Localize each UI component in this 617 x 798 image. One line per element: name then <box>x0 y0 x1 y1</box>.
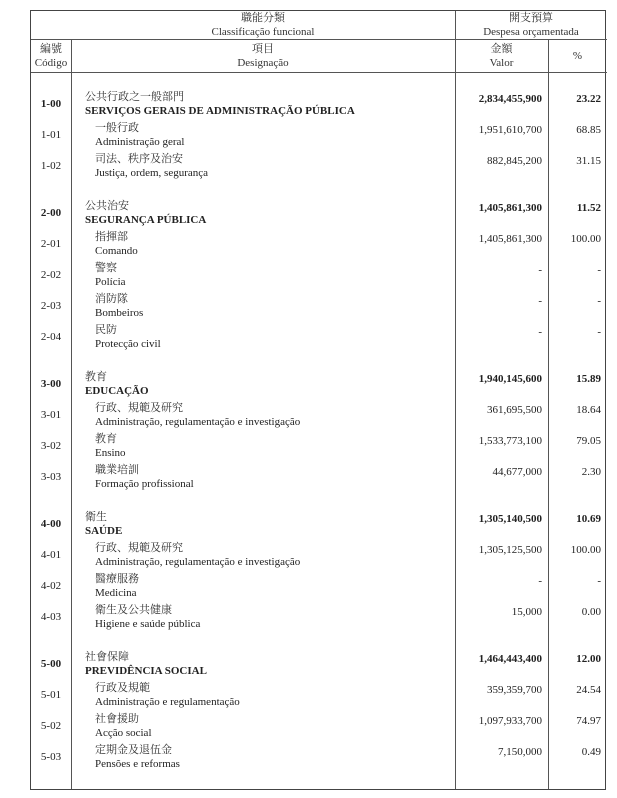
row-value: 44,677,000 <box>492 466 542 478</box>
designation-zh: 社會援助 <box>95 713 139 725</box>
row-code: 4-00 <box>40 518 62 530</box>
budget-header <box>455 11 607 39</box>
row-designation <box>85 370 149 398</box>
row-percent: 12.00 <box>576 653 601 665</box>
spacer <box>31 73 607 89</box>
row-value: 7,150,000 <box>498 746 542 758</box>
designation-zh: 公共治安 <box>85 200 129 212</box>
table-row <box>31 571 607 602</box>
row-designation <box>95 743 180 771</box>
row-designation <box>95 712 152 740</box>
row-designation <box>95 230 138 258</box>
row-designation <box>95 121 185 149</box>
designation-zh: 指揮部 <box>95 231 128 243</box>
row-value: 1,464,443,400 <box>478 653 542 665</box>
row-percent: 74.97 <box>576 715 601 727</box>
designation-pt: Comando <box>95 245 138 257</box>
row-value: 1,305,125,500 <box>478 544 542 556</box>
designation-pt: Administração, regulamentação e investigação <box>95 416 301 428</box>
header-zh: 編號 <box>40 43 62 55</box>
designation-zh: 行政、規範及研究 <box>95 542 183 554</box>
row-designation <box>95 292 143 320</box>
row-code: 1-02 <box>40 160 62 172</box>
designation-pt: SERVIÇOS GERAIS DE ADMINISTRAÇÃO PÚBLICA <box>85 105 355 117</box>
row-percent: 100.00 <box>570 233 601 245</box>
table-row <box>31 198 607 229</box>
header-pt: Designação <box>237 57 289 69</box>
designation-zh: 社會保障 <box>85 651 129 663</box>
spacer <box>31 353 607 369</box>
designation-pt: Administração geral <box>95 136 185 148</box>
table-row <box>31 602 607 633</box>
designation-pt: Bombeiros <box>95 307 144 319</box>
header-pt: Despesa orçamentada <box>483 26 579 38</box>
designation-pt: Medicina <box>95 587 137 599</box>
designation-zh: 醫療服務 <box>95 573 139 585</box>
header-pt: Valor <box>489 57 514 69</box>
table-row <box>31 120 607 151</box>
designation-header <box>71 42 455 70</box>
table-row <box>31 369 607 400</box>
designation-zh: 衛生及公共健康 <box>95 604 172 616</box>
row-value: 1,405,861,300 <box>478 233 542 245</box>
designation-pt: EDUCAÇÃO <box>85 385 149 397</box>
functional-classification-header <box>71 11 455 39</box>
table-row <box>31 400 607 431</box>
row-value: 1,533,773,100 <box>478 435 542 447</box>
row-percent: - <box>597 295 601 307</box>
designation-pt: Administração e regulamentação <box>95 696 240 708</box>
designation-pt: SAÚDE <box>85 525 123 537</box>
row-code: 2-04 <box>40 331 62 343</box>
spacer <box>31 493 607 509</box>
row-designation <box>95 463 194 491</box>
row-value: 361,695,500 <box>487 404 542 416</box>
row-percent: 79.05 <box>576 435 601 447</box>
row-percent: 31.15 <box>576 155 601 167</box>
row-designation <box>95 261 126 289</box>
table-row <box>31 322 607 353</box>
designation-zh: 定期金及退伍金 <box>95 744 172 756</box>
row-value: 1,305,140,500 <box>478 513 542 525</box>
row-designation <box>85 90 355 118</box>
designation-zh: 行政、規範及研究 <box>95 402 183 414</box>
row-percent: 0.00 <box>581 606 601 618</box>
table-row <box>31 680 607 711</box>
row-code: 3-00 <box>40 378 62 390</box>
row-designation <box>85 510 122 538</box>
row-designation <box>95 401 300 429</box>
divider <box>31 39 607 40</box>
row-percent: 2.30 <box>581 466 601 478</box>
row-code: 2-01 <box>40 238 62 250</box>
row-code: 3-03 <box>40 471 62 483</box>
row-value: 359,359,700 <box>487 684 542 696</box>
row-percent: 100.00 <box>570 544 601 556</box>
row-designation <box>85 650 207 678</box>
row-code: 1-01 <box>40 129 62 141</box>
table-row <box>31 89 607 120</box>
table-row <box>31 742 607 773</box>
header-zh: 項目 <box>252 43 274 55</box>
table-row <box>31 509 607 540</box>
designation-zh: 警察 <box>95 262 117 274</box>
row-value: 2,834,455,900 <box>478 93 542 105</box>
row-code: 4-02 <box>40 580 62 592</box>
row-value: - <box>538 264 542 276</box>
designation-pt: Acção social <box>95 727 152 739</box>
table-row <box>31 151 607 182</box>
designation-zh: 一般行政 <box>95 122 139 134</box>
row-percent: 23.22 <box>576 93 601 105</box>
row-code: 3-01 <box>40 409 62 421</box>
designation-zh: 行政及規範 <box>95 682 150 694</box>
designation-zh: 消防隊 <box>95 293 128 305</box>
row-code: 1-00 <box>40 98 62 110</box>
row-designation <box>95 541 300 569</box>
row-designation <box>95 572 139 600</box>
row-percent: 18.64 <box>576 404 601 416</box>
table-row <box>31 431 607 462</box>
row-code: 5-01 <box>40 689 62 701</box>
row-code: 2-00 <box>40 207 62 219</box>
row-value: - <box>538 575 542 587</box>
row-code: 5-00 <box>40 658 62 670</box>
spacer <box>31 182 607 198</box>
row-designation <box>95 603 200 631</box>
header-zh: 金額 <box>490 43 513 55</box>
header-zh: 職能分類 <box>241 12 285 24</box>
row-percent: - <box>597 575 601 587</box>
row-value: - <box>538 326 542 338</box>
row-code: 5-02 <box>40 720 62 732</box>
designation-pt: PREVIDÊNCIA SOCIAL <box>85 665 207 677</box>
table-row <box>31 260 607 291</box>
value-header <box>455 42 548 70</box>
designation-pt: Polícia <box>95 276 126 288</box>
designation-pt: Pensões e reformas <box>95 758 180 770</box>
row-designation <box>95 681 240 709</box>
row-percent: 11.52 <box>576 202 601 214</box>
designation-zh: 民防 <box>95 324 117 336</box>
row-percent: 24.54 <box>576 684 601 696</box>
header-pt: Código <box>34 57 68 69</box>
row-code: 5-03 <box>40 751 62 763</box>
designation-zh: 衛生 <box>85 511 107 523</box>
row-percent: 68.85 <box>576 124 601 136</box>
table-row <box>31 462 607 493</box>
row-value: 1,951,610,700 <box>478 124 542 136</box>
row-code: 2-02 <box>40 269 62 281</box>
row-value: 15,000 <box>511 606 542 618</box>
table-body <box>31 73 607 773</box>
designation-pt: Protecção civil <box>95 338 161 350</box>
header-zh: 開支預算 <box>509 12 553 24</box>
row-value: - <box>538 295 542 307</box>
row-designation <box>95 432 126 460</box>
table-row <box>31 540 607 571</box>
table-row <box>31 229 607 260</box>
row-designation <box>95 152 208 180</box>
table-row <box>31 649 607 680</box>
row-code: 2-03 <box>40 300 62 312</box>
designation-pt: Justiça, ordem, segurança <box>95 167 209 179</box>
designation-pt: SEGURANÇA PÚBLICA <box>85 214 207 226</box>
designation-zh: 教育 <box>85 371 107 383</box>
code-header <box>31 42 71 70</box>
row-code: 3-02 <box>40 440 62 452</box>
row-code: 4-01 <box>40 549 62 561</box>
row-percent: 0.49 <box>581 746 601 758</box>
row-designation <box>95 323 161 351</box>
row-value: 1,097,933,700 <box>478 715 542 727</box>
row-value: 1,940,145,600 <box>478 373 542 385</box>
row-designation <box>85 199 206 227</box>
table-row <box>31 291 607 322</box>
budget-table <box>30 10 606 790</box>
designation-zh: 職業培訓 <box>95 464 139 476</box>
designation-pt: Formação profissional <box>95 478 194 490</box>
designation-pt: Administração, regulamentação e investigação <box>95 556 301 568</box>
designation-pt: Higiene e saúde pública <box>95 618 201 630</box>
table-row <box>31 711 607 742</box>
row-percent: 15.89 <box>576 373 601 385</box>
designation-zh: 教育 <box>95 433 117 445</box>
row-value: 882,845,200 <box>487 155 542 167</box>
spacer <box>31 633 607 649</box>
row-value: 1,405,861,300 <box>478 202 542 214</box>
header-pt: Classificação funcional <box>211 26 315 38</box>
designation-pt: Ensino <box>95 447 126 459</box>
row-percent: - <box>597 326 601 338</box>
row-percent: 10.69 <box>576 513 601 525</box>
row-code: 4-03 <box>40 611 62 623</box>
designation-zh: 公共行政之一般部門 <box>85 91 184 103</box>
percent-header: % <box>572 50 583 62</box>
designation-zh: 司法、秩序及治安 <box>95 153 183 165</box>
row-percent: - <box>597 264 601 276</box>
